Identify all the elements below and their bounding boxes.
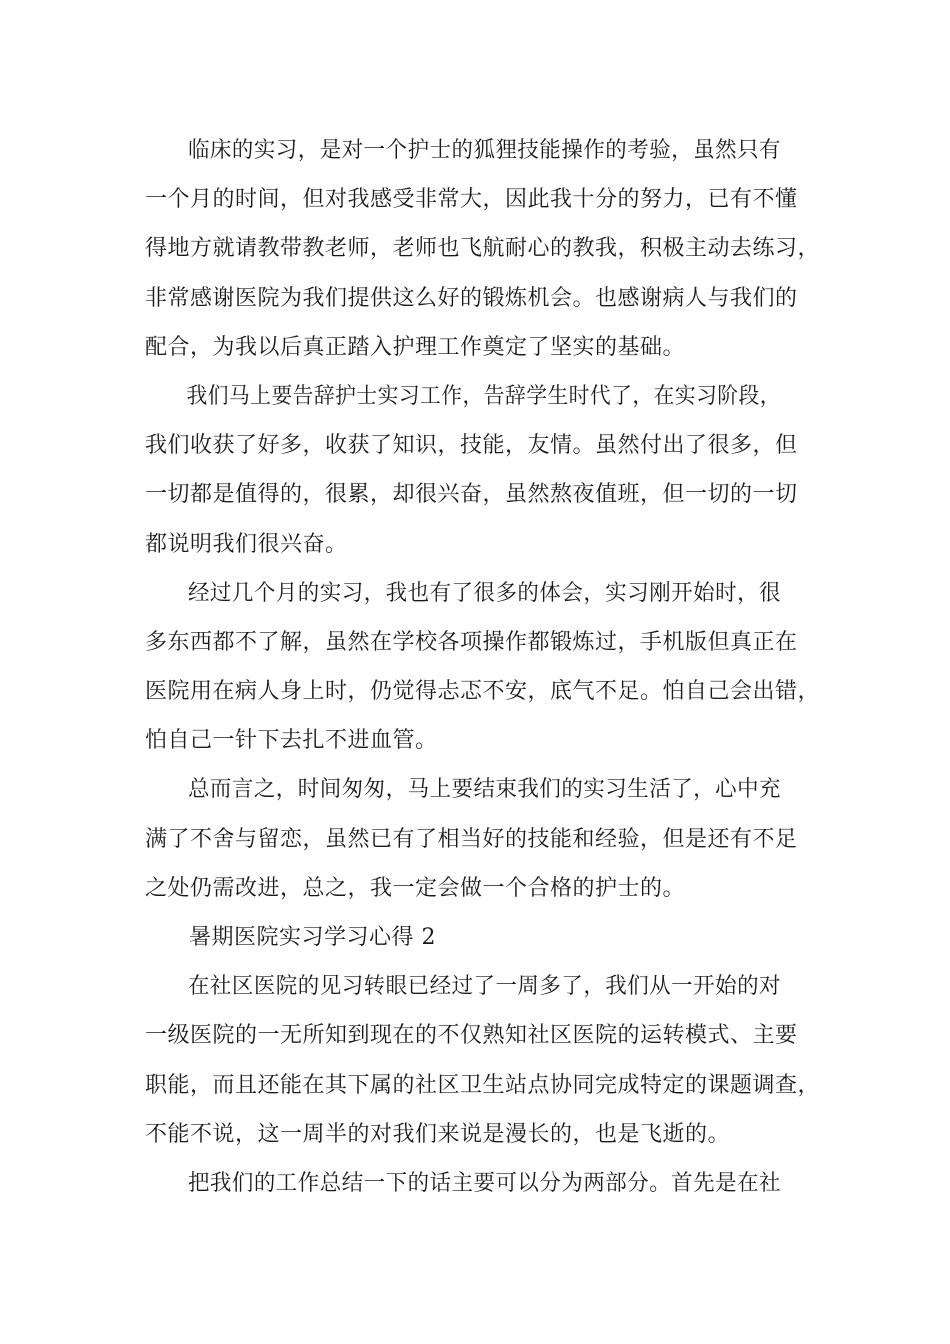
- paragraph-1: [145, 126, 825, 372]
- paragraph-line: 得地方就请教带教老师，老师也飞航耐心的教我，积极主动去练习，: [145, 236, 821, 262]
- paragraph-line: 满了不舍与留恋，虽然已有了相当好的技能和经验，但是还有不足: [145, 826, 798, 852]
- paragraph-2: [145, 372, 825, 569]
- paragraph-5: [145, 962, 825, 1159]
- paragraph-6: [145, 1159, 825, 1208]
- paragraph-line: 非常感谢医院为我们提供这么好的锻炼机会。也感谢病人与我们的: [145, 285, 798, 311]
- paragraph-line: 多东西都不了解，虽然在学校各项操作都锻炼过，手机版但真正在: [145, 629, 798, 655]
- paragraph-line: 总而言之，时间匆匆，马上要结束我们的实习生活了，心中充: [187, 777, 782, 803]
- paragraph-3: [145, 569, 825, 766]
- section-heading-text: 暑期医院实习学习心得 2: [189, 925, 436, 950]
- paragraph-line: 之处仍需改进，总之，我一定会做一个合格的护士的。: [145, 875, 686, 901]
- paragraph-line: 不能不说，这一周半的对我们来说是漫长的，也是飞逝的。: [145, 1121, 731, 1147]
- paragraph-line: 我们收获了好多，收获了知识，技能，友情。虽然付出了很多，但: [145, 433, 798, 459]
- paragraph-line: 配合，为我以后真正踏入护理工作奠定了坚实的基础。: [145, 334, 686, 360]
- document-body: [145, 126, 825, 1208]
- paragraph-line: 一级医院的一无所知到现在的不仅熟知社区医院的运转模式、主要: [145, 1023, 798, 1049]
- paragraph-line: 都说明我们很兴奋。: [145, 531, 348, 557]
- paragraph-line: 经过几个月的实习，我也有了很多的体会，实习刚开始时，很: [187, 580, 782, 606]
- paragraph-line: 在社区医院的见习转眼已经过了一周多了，我们从一开始的对: [187, 974, 782, 1000]
- section-heading: [145, 913, 825, 962]
- paragraph-line: 我们马上要告辞护士实习工作，告辞学生时代了，在实习阶段，: [186, 383, 782, 409]
- paragraph-line: 一切都是值得的，很累，却很兴奋，虽然熬夜值班，但一切的一切: [145, 482, 798, 508]
- paragraph-line: 医院用在病人身上时，仍觉得忐忑不安，底气不足。怕自己会出错，: [145, 679, 821, 705]
- paragraph-line: 怕自己一针下去扎不进血管。: [145, 728, 438, 754]
- paragraph-line: 临床的实习，是对一个护士的狐狸技能操作的考验，虽然只有: [187, 138, 782, 163]
- paragraph-line: 职能，而且还能在其下属的社区卫生站点协同完成特定的课题调查，: [145, 1072, 821, 1098]
- paragraph-4: [145, 765, 825, 913]
- paragraph-line: 一个月的时间，但对我感受非常大，因此我十分的努力，已有不懂: [145, 187, 798, 213]
- paragraph-line: 把我们的工作总结一下的话主要可以分为两部分。首先是在社: [187, 1170, 782, 1196]
